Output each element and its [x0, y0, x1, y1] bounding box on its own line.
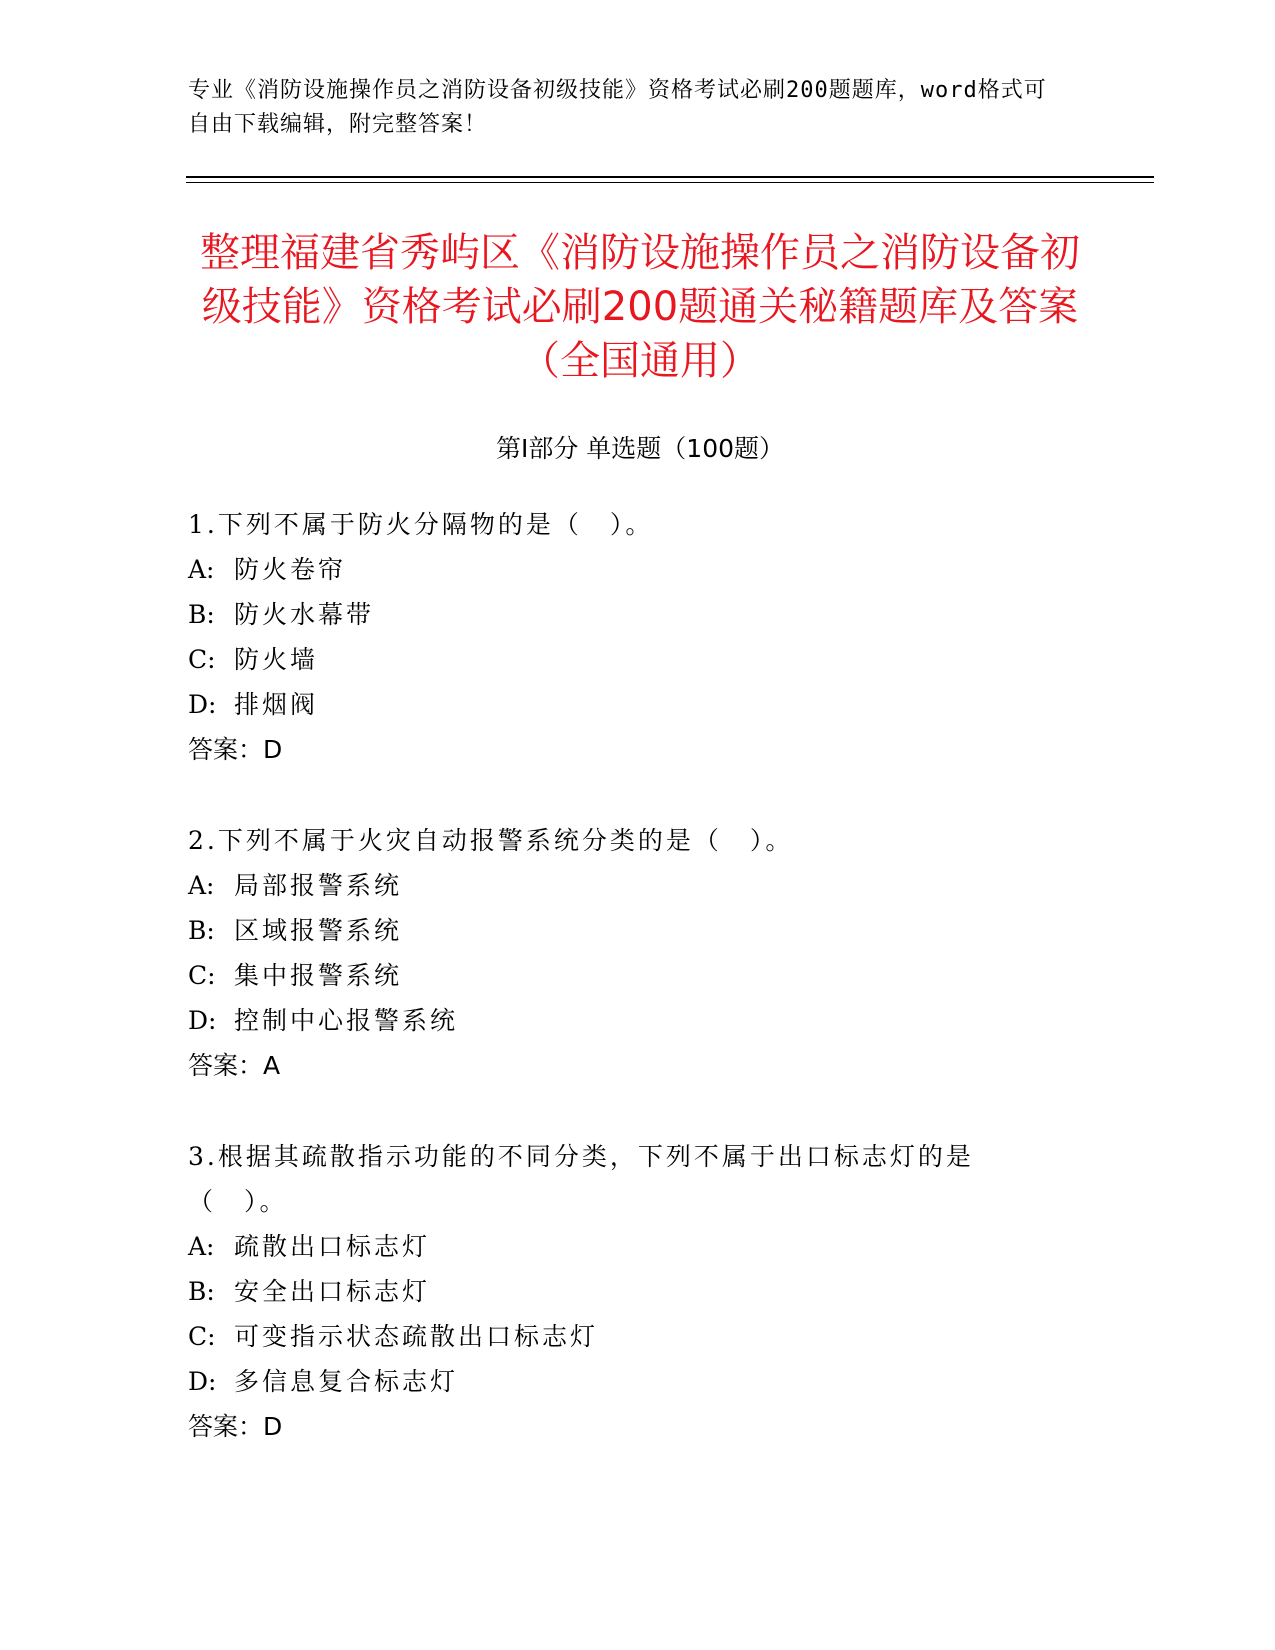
option-key: C: [188, 645, 216, 674]
option-a [188, 547, 1068, 592]
option-text: 可变指示状态疏散出口标志灯 [234, 1322, 599, 1351]
option-a [188, 863, 1068, 908]
question-item [188, 502, 1068, 772]
option-text: 集中报警系统 [234, 961, 403, 990]
option-text: 多信息复合标志灯 [234, 1367, 459, 1396]
question-stem: 1.下列不属于防火分隔物的是（ ）。 [188, 510, 654, 539]
question-item [188, 818, 1068, 1088]
question-stem: 2.下列不属于火灾自动报警系统分类的是（ ）。 [188, 826, 794, 855]
option-b [188, 1269, 1068, 1314]
option-key: A: [188, 871, 215, 900]
option-b [188, 908, 1068, 953]
question-stem: 3.根据其疏散指示功能的不同分类，下列不属于出口标志灯的是（ ）。 [188, 1142, 974, 1216]
option-key: B: [188, 916, 215, 945]
option-c [188, 953, 1068, 998]
header-divider-thick [186, 176, 1154, 178]
option-key: D: [188, 690, 217, 719]
option-key: D: [188, 1367, 217, 1396]
document-title: 整理福建省秀屿区《消防设施操作员之消防设备初级技能》资格考试必刷200题通关秘籍题库及答案（全国通用） [200, 230, 1080, 384]
option-a [188, 1224, 1068, 1269]
option-b [188, 592, 1068, 637]
option-text: 排烟阀 [234, 690, 319, 719]
option-key: A: [188, 1232, 215, 1261]
option-text: 防火水幕带 [234, 600, 375, 629]
answer-line: 答案：D [188, 1412, 283, 1441]
option-text: 疏散出口标志灯 [234, 1232, 431, 1261]
option-key: D: [188, 1006, 217, 1035]
header-divider-thin [186, 182, 1154, 183]
option-d [188, 998, 1068, 1043]
option-text: 局部报警系统 [234, 871, 403, 900]
option-d [188, 682, 1068, 727]
option-key: C: [188, 1322, 216, 1351]
option-text: 防火墙 [234, 645, 319, 674]
header-note: 专业《消防设施操作员之消防设备初级技能》资格考试必刷200题题库，word格式可自由下载编辑，附完整答案！ [188, 78, 1047, 137]
option-key: C: [188, 961, 216, 990]
option-key: A: [188, 555, 215, 584]
option-key: B: [188, 1277, 215, 1306]
answer-line: 答案：A [188, 1051, 281, 1080]
option-text: 区域报警系统 [234, 916, 403, 945]
section-title: 第Ⅰ部分 单选题（100题） [495, 434, 785, 463]
answer-line: 答案：D [188, 735, 283, 764]
option-text: 控制中心报警系统 [234, 1006, 459, 1035]
option-c [188, 1314, 1068, 1359]
option-c [188, 637, 1068, 682]
option-text: 安全出口标志灯 [234, 1277, 431, 1306]
option-d [188, 1359, 1068, 1404]
option-key: B: [188, 600, 215, 629]
option-text: 防火卷帘 [234, 555, 347, 584]
question-item [188, 1134, 1068, 1449]
